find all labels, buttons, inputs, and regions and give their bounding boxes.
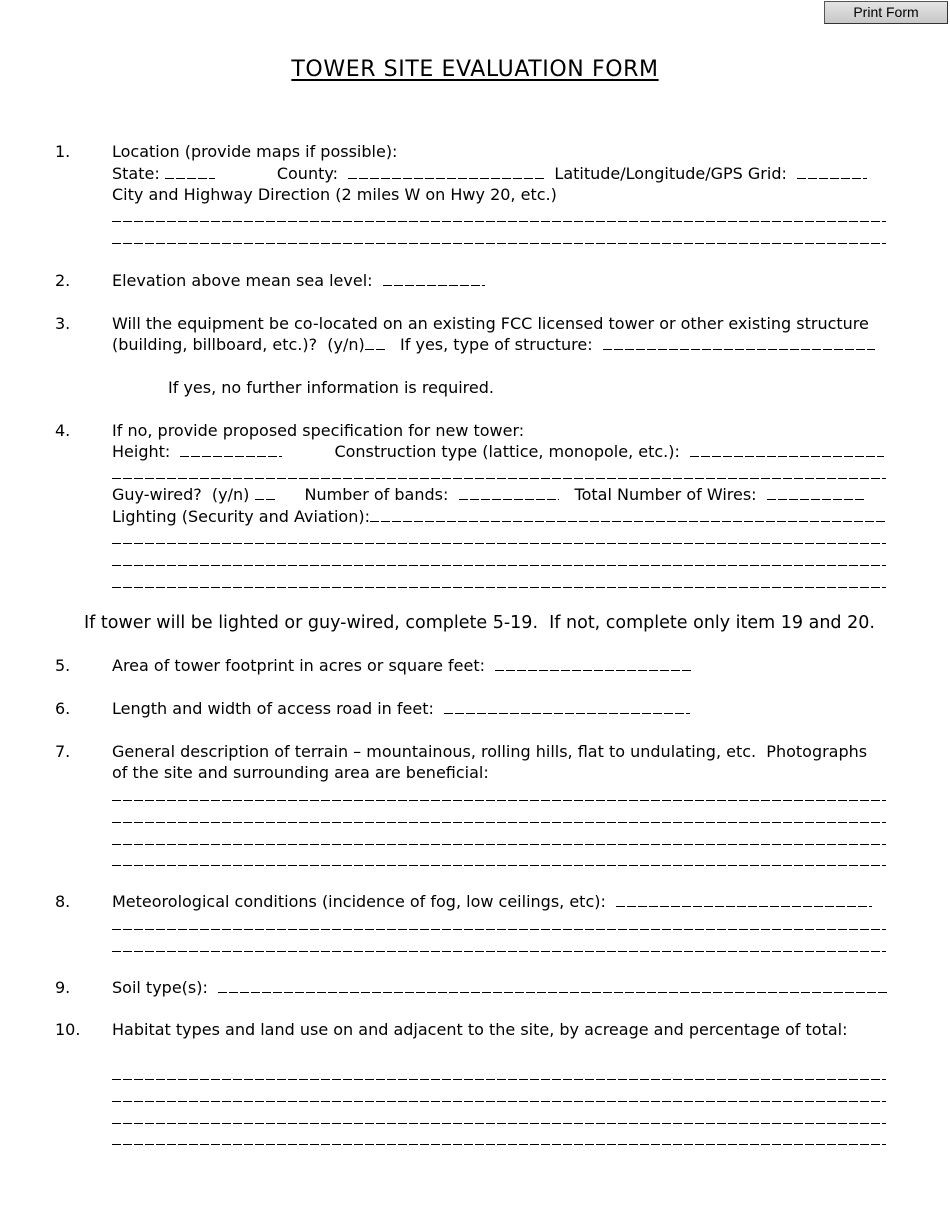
soil-type-label: Soil type(s): [112,978,208,997]
item-7-answer-line-3[interactable] [112,829,886,850]
structure-type-field[interactable] [603,334,875,350]
construction-type-field[interactable] [690,441,884,457]
elevation-label: Elevation above mean sea level: [112,271,373,290]
latlong-field[interactable] [797,163,867,179]
lighting-field[interactable] [370,506,886,522]
item-4-answer-line-3[interactable] [112,550,886,571]
completion-instruction: If tower will be lighted or guy-wired, complete 5-19. If not, complete only item 19 and 20. [84,613,875,633]
item-10-answer-line-3[interactable] [112,1108,886,1129]
terrain-label-2: of the site and surrounding area are beneficial: [112,763,489,782]
item-2-number: 2. [55,271,71,290]
item-1-answer-line-1[interactable] [112,206,886,227]
bands-label: Number of bands: [304,485,449,504]
wires-label: Total Number of Wires: [574,485,757,504]
item-1-number: 1. [55,142,71,161]
item-9-number: 9. [55,978,71,997]
footprint-label: Area of tower footprint in acres or square feet: [112,656,486,675]
item-1-answer-line-2[interactable] [112,228,886,249]
guy-wired-field[interactable] [255,484,275,500]
bands-field[interactable] [459,484,559,500]
item-8-row [112,891,872,912]
height-field[interactable] [180,441,282,457]
soil-type-field[interactable] [218,977,888,993]
colocation-question: Will the equipment be co-located on an existing FCC licensed tower or other existing structure [112,314,869,333]
item-8-answer-line-1[interactable] [112,914,886,935]
form-title [0,57,950,83]
state-field[interactable] [165,163,215,179]
item-7-answer-line-4[interactable] [112,850,886,871]
item-10-answer-line-4[interactable] [112,1129,886,1150]
item-2-row [112,270,485,291]
state-label: State: [112,164,160,183]
item-5-row [112,655,691,676]
item-8-answer-line-2[interactable] [112,936,886,957]
item-1-label: Location (provide maps if possible): [112,142,398,161]
item-7-answer-line-2[interactable] [112,807,886,828]
item-3-row-2 [112,334,875,355]
lighting-label: Lighting (Security and Aviation): [112,507,370,526]
item-10-number: 10. [55,1020,81,1039]
form-title-text: TOWER SITE EVALUATION FORM [291,57,659,82]
city-highway-label: City and Highway Direction (2 miles W on Hwy 20, etc.) [112,185,557,204]
colocation-yn-label: (building, billboard, etc.)? (y/n) [112,335,365,354]
footprint-field[interactable] [495,655,691,671]
item-3-note: If yes, no further information is required. [168,378,494,397]
item-8-number: 8. [55,892,71,911]
access-road-field[interactable] [444,698,690,714]
county-field[interactable] [348,163,544,179]
item-5-number: 5. [55,656,71,675]
item-6-row [112,698,690,719]
item-10-answer-line-1[interactable] [112,1064,886,1085]
guy-wired-label: Guy-wired? (y/n) [112,485,250,504]
item-4-answer-line-2[interactable] [112,528,886,549]
print-form-button[interactable]: Print Form [824,1,948,24]
height-label: Height: [112,442,171,461]
elevation-field[interactable] [383,270,485,286]
construction-type-label: Construction type (lattice, monopole, etc.): [334,442,680,461]
item-6-number: 6. [55,699,71,718]
item-4-number: 4. [55,421,71,440]
item-9-row [112,977,888,998]
colocation-yn-field[interactable] [365,334,385,350]
access-road-label: Length and width of access road in feet: [112,699,434,718]
terrain-label: General description of terrain – mountainous, rolling hills, flat to undulating, etc. Photographs [112,742,868,761]
item-7-answer-line-1[interactable] [112,785,886,806]
item-3-number: 3. [55,314,71,333]
latlong-label: Latitude/Longitude/GPS Grid: [554,164,787,183]
meteorological-field[interactable] [616,891,872,907]
item-4-row-lighting [112,506,886,527]
meteorological-label: Meteorological conditions (incidence of fog, low ceilings, etc): [112,892,606,911]
item-10-answer-line-2[interactable] [112,1086,886,1107]
item-4-answer-line-1[interactable] [112,463,886,484]
structure-type-label: If yes, type of structure: [400,335,593,354]
item-4-answer-line-4[interactable] [112,572,886,593]
item-1-location-row [112,163,867,184]
habitat-label: Habitat types and land use on and adjacent to the site, by acreage and percentage of total: [112,1020,848,1039]
item-7-number: 7. [55,742,71,761]
wires-field[interactable] [767,484,865,500]
item-4-row-height [112,441,884,462]
item-4-label: If no, provide proposed specification for new tower: [112,421,525,440]
item-4-row-guy [112,484,865,505]
county-label: County: [276,164,339,183]
